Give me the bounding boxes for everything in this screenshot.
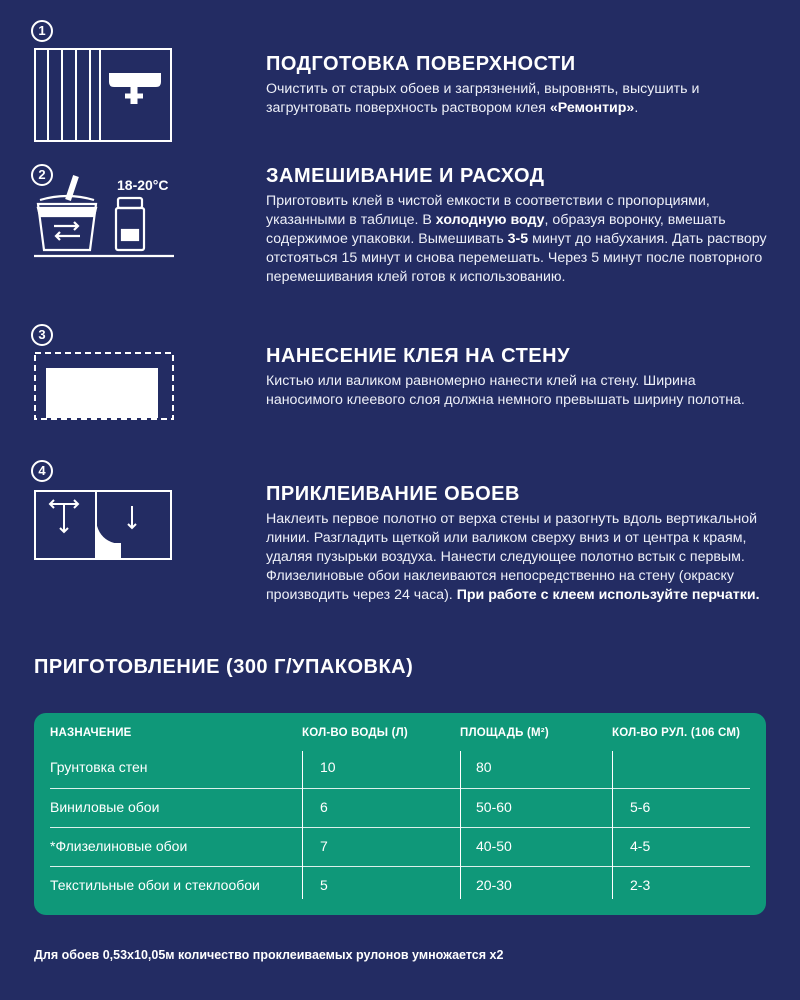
temperature-label: 18-20°C (117, 177, 169, 193)
step-number: 4 (31, 460, 53, 482)
preparation-table-title: ПРИГОТОВЛЕНИЕ (300 Г/УПАКОВКА) (34, 656, 414, 678)
table-cell: 50-60 (476, 799, 512, 815)
preparation-table (34, 713, 766, 915)
table-header-area: ПЛОЩАДЬ (М²) (460, 727, 549, 739)
table-cell: *Флизелиновые обои (50, 838, 188, 854)
step-title: ПОДГОТОВКА ПОВЕРХНОСТИ (266, 53, 576, 75)
table-cell: 2-3 (630, 877, 651, 893)
table-divider (50, 866, 750, 867)
step-description: Приготовить клей в чистой емкости в соответствии с пропорциями, указанными в таблице. В холодную воду, образуя воронку, вмешать содержимое упаковки. Вымешивать 3-5 минут до набухания. Дать раствору отстояться 15 минут и снова перемешать. Через 5 минут после повторного перемешивания клей готов к использованию. (266, 193, 767, 285)
table-divider (460, 751, 461, 899)
table-cell: 80 (476, 759, 492, 775)
table-divider (302, 751, 303, 899)
wallpaper-scraper-icon (34, 48, 174, 144)
step-title: НАНЕСЕНИЕ КЛЕЯ НА СТЕНУ (266, 345, 571, 367)
table-header-purpose: НАЗНАЧЕНИЕ (50, 727, 132, 739)
table-cell: 5 (320, 877, 328, 893)
table-cell: Грунтовка стен (50, 759, 148, 775)
mixing-bucket-icon (34, 174, 174, 260)
table-cell: 4-5 (630, 838, 651, 854)
step-number: 1 (31, 20, 53, 42)
footnote: Для обоев 0,53х10,05м количество проклеиваемых рулонов умножается х2 (34, 948, 504, 962)
step-number: 2 (31, 164, 53, 186)
table-cell: 5-6 (630, 799, 651, 815)
step-description: Очистить от старых обоев и загрязнений, выровнять, высушить и загрунтовать поверхность раствором клея «Ремонтир». (266, 81, 700, 116)
table-divider (50, 788, 750, 789)
step-number: 3 (31, 324, 53, 346)
step-description: Наклеить первое полотно от верха стены и разогнуть вдоль вертикальной линии. Разгладить щеткой или валиком сверху вниз и от центра к краям, удаляя пузырьки воздуха. Нанести следующее полотно встык с первым. Флизелиновые обои наклеиваются непосредственно на стену (окраску производить через 24 часа). При работе с клеем используйте перчатки. (266, 511, 760, 603)
table-cell: 7 (320, 838, 328, 854)
table-cell: 6 (320, 799, 328, 815)
step-description: Кистью или валиком равномерно нанести клей на стену. Ширина наносимого клеевого слоя должна немного превышать ширину полотна. (266, 373, 745, 408)
table-cell: 10 (320, 759, 336, 775)
hanging-wallpaper-icon (34, 490, 174, 562)
step-title: ЗАМЕШИВАНИЕ И РАСХОД (266, 165, 545, 187)
table-cell: Виниловые обои (50, 799, 160, 815)
table-divider (612, 751, 613, 899)
table-cell: 20-30 (476, 877, 512, 893)
table-divider (50, 827, 750, 828)
glue-area-icon (34, 352, 174, 422)
table-cell: 40-50 (476, 838, 512, 854)
table-header-rolls: КОЛ-ВО РУЛ. (106 СМ) (612, 727, 741, 739)
step-title: ПРИКЛЕИВАНИЕ ОБОЕВ (266, 483, 520, 505)
table-header-water: КОЛ-ВО ВОДЫ (Л) (302, 727, 408, 739)
table-cell: Текстильные обои и стеклообои (50, 877, 260, 893)
